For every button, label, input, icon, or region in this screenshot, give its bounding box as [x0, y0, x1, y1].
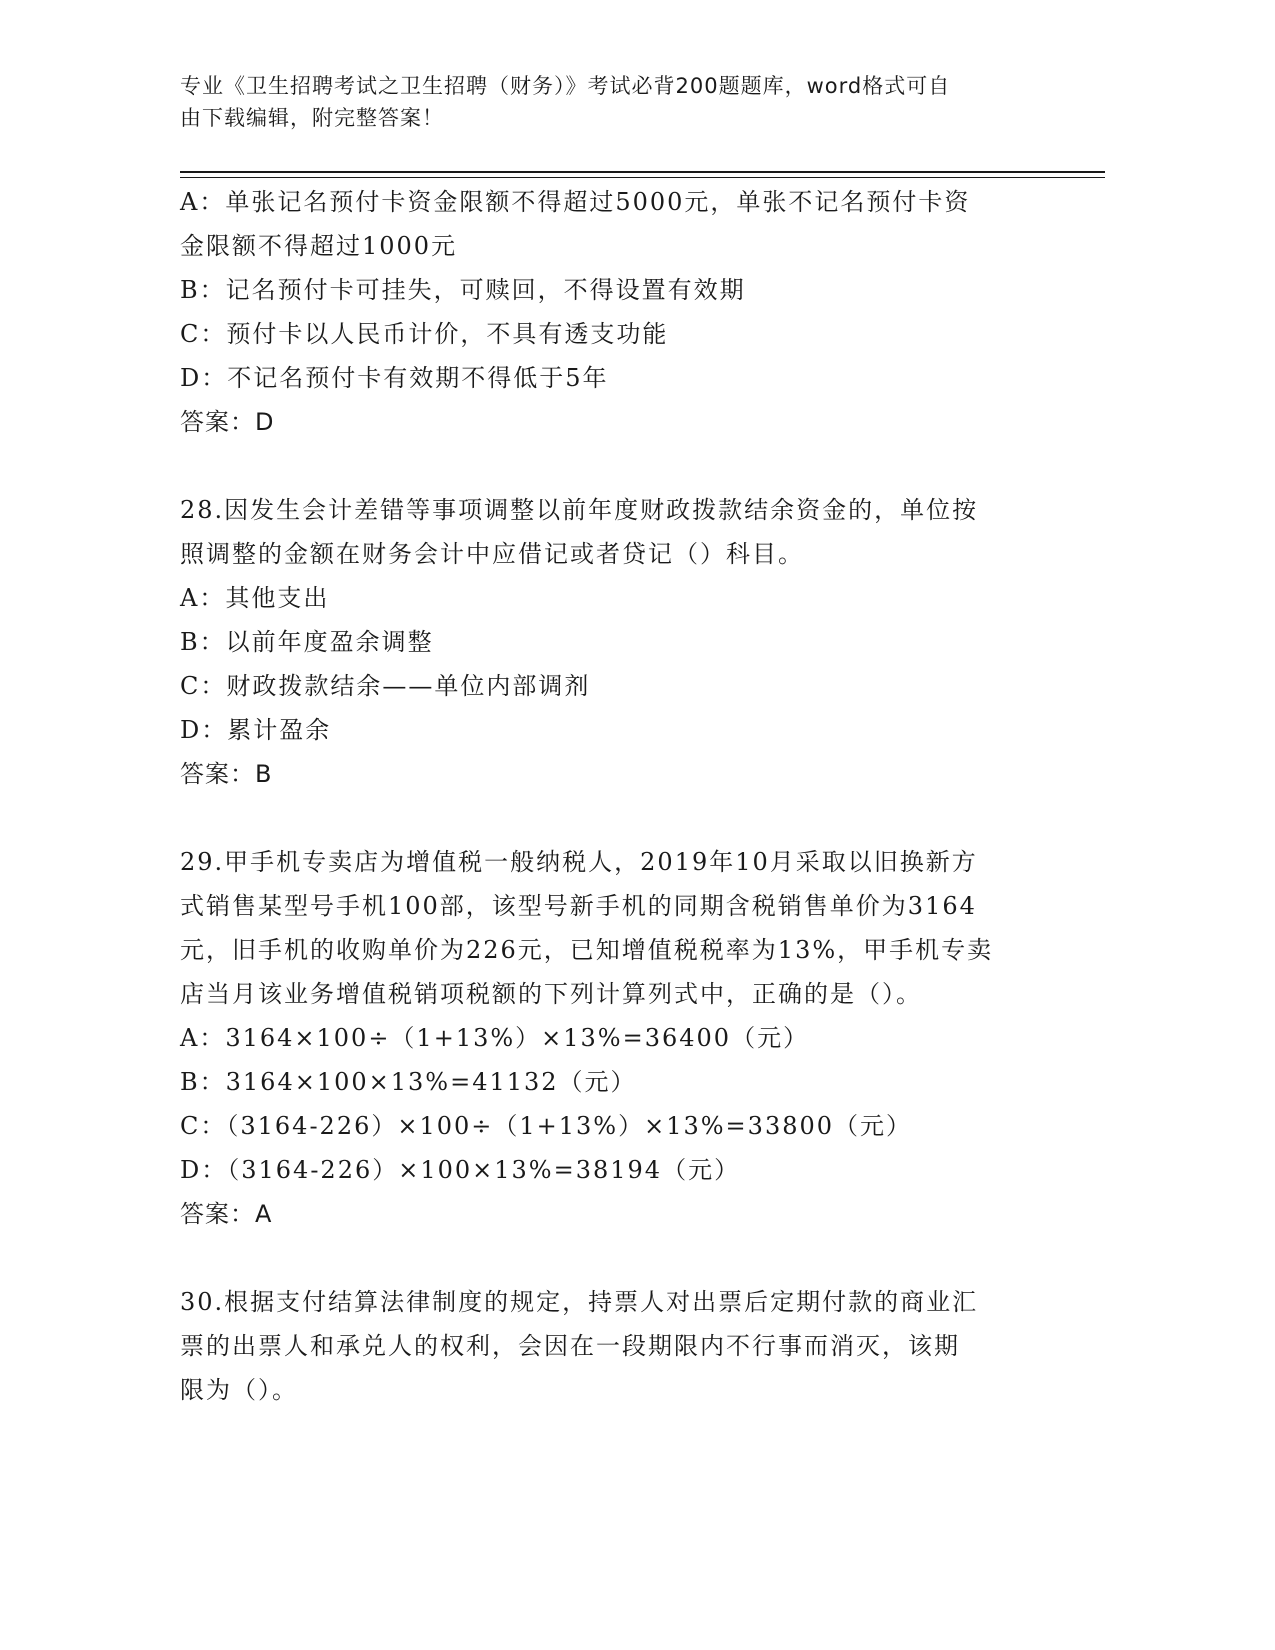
- question-stem-line-3: 元，旧手机的收购单价为226元，已知增值税税率为13%，甲手机专卖: [180, 936, 994, 964]
- header-line-2: 由下载编辑，附完整答案！: [180, 106, 444, 130]
- option-a-line-2: 金限额不得超过1000元: [180, 232, 458, 260]
- spacer: [180, 1236, 1060, 1280]
- question-stem-line-2: 式销售某型号手机100部，该型号新手机的同期含税销售单价为3164: [180, 892, 977, 920]
- answer-label: 答案：D: [180, 408, 275, 436]
- option-b: B：以前年度盈余调整: [180, 628, 434, 656]
- option-d: D：不记名预付卡有效期不得低于5年: [180, 364, 609, 392]
- option-c: C：预付卡以人民币计价，不具有透支功能: [180, 320, 669, 348]
- question-stem-line-4: 店当月该业务增值税销项税额的下列计算列式中，正确的是（）。: [180, 980, 922, 1008]
- header-divider-thick: [180, 171, 1105, 173]
- spacer: [180, 444, 1060, 488]
- question-30: [180, 1280, 1060, 1412]
- question-stem-line-1: 29.甲手机专卖店为增值税一般纳税人，2019年10月采取以旧换新方: [180, 848, 978, 876]
- header-line-1: 专业《卫生招聘考试之卫生招聘（财务）》考试必背200题题库，word格式可自: [180, 74, 951, 98]
- option-a: A：其他支出: [180, 584, 330, 612]
- option-d: D：累计盈余: [180, 716, 332, 744]
- option-c: C：（3164-226）×100÷（1+13%）×13%=33800（元）: [180, 1112, 913, 1140]
- option-b: B：3164×100×13%=41132（元）: [180, 1068, 637, 1096]
- question-stem-line-1: 30.根据支付结算法律制度的规定，持票人对出票后定期付款的商业汇: [180, 1288, 979, 1316]
- question-27-options: [180, 180, 1060, 444]
- header-divider-thin: [180, 177, 1105, 178]
- question-28: [180, 488, 1060, 796]
- question-stem-line-2: 票的出票人和承兑人的权利，会因在一段期限内不行事而消灭，该期: [180, 1332, 960, 1360]
- spacer: [180, 796, 1060, 840]
- question-29: [180, 840, 1060, 1236]
- document-body: [180, 180, 1060, 1412]
- option-a-line-1: A：单张记名预付卡资金限额不得超过5000元，单张不记名预付卡资: [180, 188, 971, 216]
- option-b: B：记名预付卡可挂失，可赎回，不得设置有效期: [180, 276, 746, 304]
- answer-label: 答案：B: [180, 760, 273, 788]
- option-d: D：（3164-226）×100×13%=38194（元）: [180, 1156, 741, 1184]
- question-stem-line-3: 限为（）。: [180, 1376, 298, 1404]
- question-stem-line-2: 照调整的金额在财务会计中应借记或者贷记（）科目。: [180, 540, 804, 568]
- option-a: A：3164×100÷（1+13%）×13%=36400（元）: [180, 1024, 810, 1052]
- question-stem-line-1: 28.因发生会计差错等事项调整以前年度财政拨款结余资金的，单位按: [180, 496, 979, 524]
- document-header: [180, 70, 1060, 134]
- answer-label: 答案：A: [180, 1200, 273, 1228]
- option-c: C：财政拨款结余——单位内部调剂: [180, 672, 591, 700]
